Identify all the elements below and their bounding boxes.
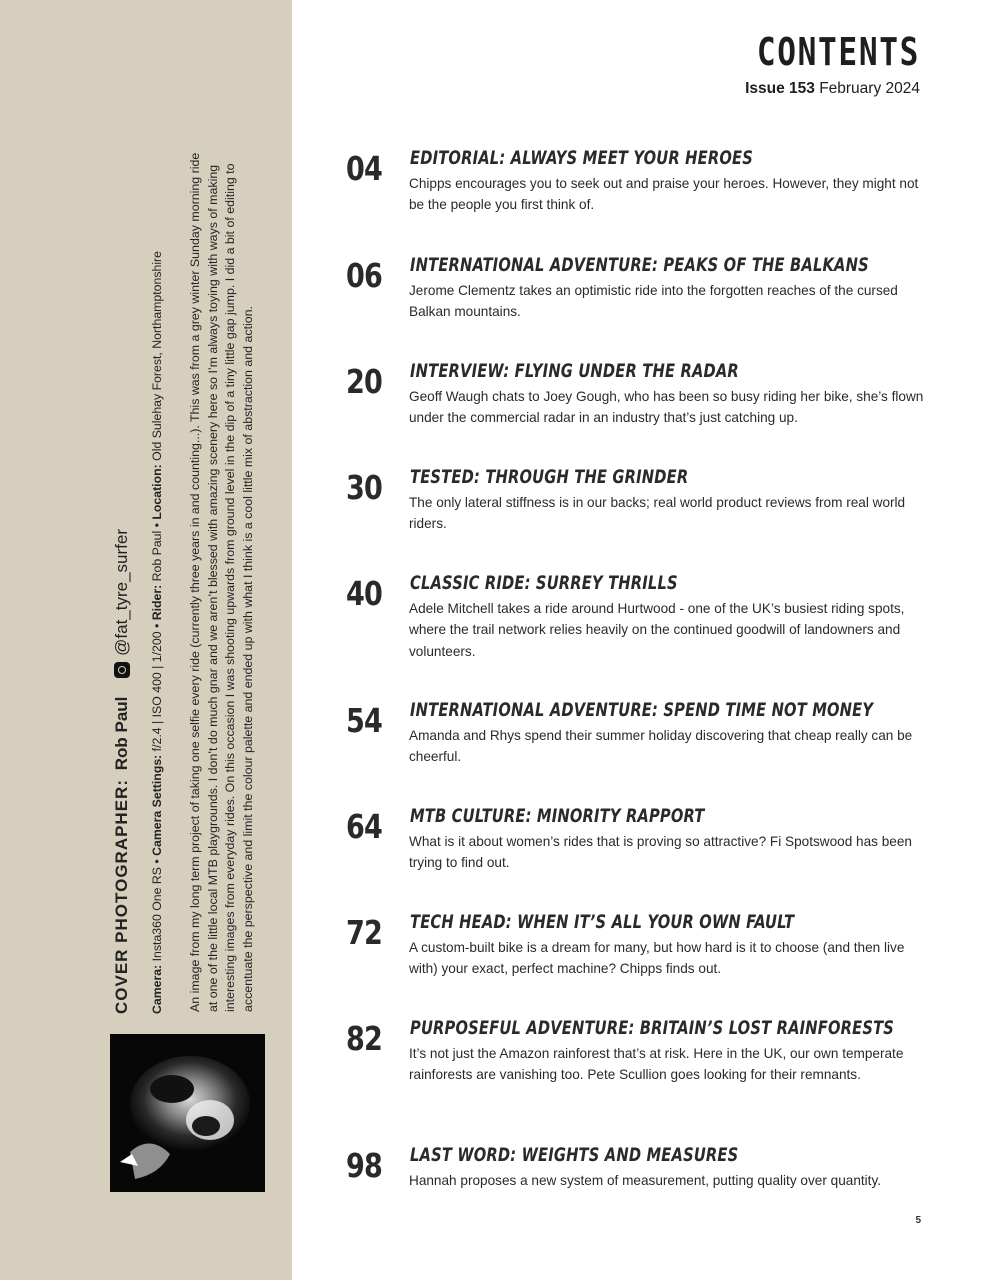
issue-info (745, 80, 920, 98)
rider-label: Rider: (150, 584, 164, 621)
entry-description: Jerome Clementz takes an optimistic ride into the forgotten reaches of the cursed Balkan mountains. (409, 283, 898, 320)
camera-label: Camera: (150, 964, 164, 1014)
settings-value: f/2.4 | ISO 400 | 1/200 • (150, 623, 164, 752)
entry-page-number: 06 (346, 256, 383, 295)
entry-page-number: 64 (346, 807, 383, 846)
entry-page-number: 54 (346, 701, 383, 740)
entry-title[interactable]: EDITORIAL: ALWAYS MEET YOUR HEROES (410, 147, 754, 169)
issue-date: February 2024 (819, 80, 920, 97)
entry-page-number: 98 (346, 1146, 383, 1185)
camera-settings (150, 114, 164, 1014)
entry-page-number: 30 (346, 468, 383, 507)
cover-credit (112, 14, 132, 1014)
entry-title[interactable]: INTERNATIONAL ADVENTURE: SPEND TIME NOT MONEY (410, 699, 874, 721)
instagram-icon (114, 662, 130, 678)
entry-title[interactable]: INTERNATIONAL ADVENTURE: PEAKS OF THE BALKANS (410, 254, 869, 276)
camera-value: Insta360 One RS • (150, 859, 164, 962)
entry-description: Geoff Waugh chats to Joey Gough, who has been so busy riding her bike, she’s flown under the commercial radar in an industry that’s just catching up. (409, 389, 924, 426)
entry-description: Chipps encourages you to seek out and praise your heroes. However, they might not be the people you first think of. (409, 176, 919, 213)
sidebar (0, 0, 292, 1280)
entry-description: What is it about women’s rides that is proving so attractive? Fi Spotswood has been trying to find out. (409, 834, 912, 871)
entry-description: A custom-built bike is a dream for many, but how hard is it to choose (and then live with) your exact, perfect machine? Chipps finds out. (409, 940, 905, 977)
entry-title[interactable]: PURPOSEFUL ADVENTURE: BRITAIN’S LOST RAINFORESTS (410, 1017, 895, 1039)
settings-label: Camera Settings: (150, 754, 164, 856)
entry-title[interactable]: TECH HEAD: WHEN IT’S ALL YOUR OWN FAULT (410, 911, 795, 933)
entry-description: Hannah proposes a new system of measurement, putting quality over quantity. (409, 1173, 882, 1188)
instagram-handle[interactable]: @fat_tyre_surfer (112, 528, 131, 656)
entry-page-number: 72 (346, 913, 383, 952)
entry-title[interactable]: LAST WORD: WEIGHTS AND MEASURES (410, 1144, 739, 1166)
cover-photo-image (110, 1034, 265, 1192)
cover-photo-thumbnail[interactable] (110, 1034, 265, 1192)
issue-number: Issue 153 (745, 80, 815, 97)
entry-title[interactable]: CLASSIC RIDE: SURREY THRILLS (410, 572, 678, 594)
page-title: CONTENTS (756, 30, 920, 74)
entry-title[interactable]: MTB CULTURE: MINORITY RAPPORT (410, 805, 705, 827)
entry-page-number: 82 (346, 1019, 383, 1058)
page-number: 5 (915, 1215, 921, 1226)
entry-page-number: 04 (346, 149, 383, 188)
photographer-name: Rob Paul (112, 696, 131, 771)
entry-description: The only lateral stiffness is in our backs; real world product reviews from real world riders. (409, 495, 906, 532)
location-value: Old Sulehay Forest, Northamptonshire (150, 251, 164, 461)
cover-description: An image from my long term project of taking one selfie every ride (currently three years in and counting...). This was from a grey winter Sunday morning ride at one of the little local MTB playgrounds. I don’t do much gnar and we aren’t blessed with amazing scenery here so I’m always toying with ways of making interesting images from everyday rides. On this occasion I was shooting upwards from ground level in the dip of a tiny little gap jump. I did a bit of editing to accentuate the perspective and limit the colour palette and ended up with what I think is a cool little mix of abstraction and action. (188, 152, 255, 1012)
location-label: Location: (150, 464, 164, 520)
credit-label: COVER PHOTOGRAPHER: (112, 779, 131, 1014)
rider-value: Rob Paul • (150, 523, 164, 582)
entry-page-number: 40 (346, 574, 383, 613)
entry-page-number: 20 (346, 362, 383, 401)
entry-title[interactable]: INTERVIEW: FLYING UNDER THE RADAR (410, 360, 739, 382)
entry-title[interactable]: TESTED: THROUGH THE GRINDER (410, 466, 689, 488)
entry-description: Amanda and Rhys spend their summer holiday discovering that cheap really can be cheerful. (409, 728, 913, 765)
entry-description: It’s not just the Amazon rainforest that’s at risk. Here in the UK, our own temperate rainforests are vanishing too. Pete Scullion goes looking for their remnants. (409, 1046, 904, 1083)
entry-description: Adele Mitchell takes a ride around Hurtwood - one of the UK’s busiest riding spots, where the trail network relies heavily on the continued goodwill of landowners and volunteers. (409, 601, 905, 659)
